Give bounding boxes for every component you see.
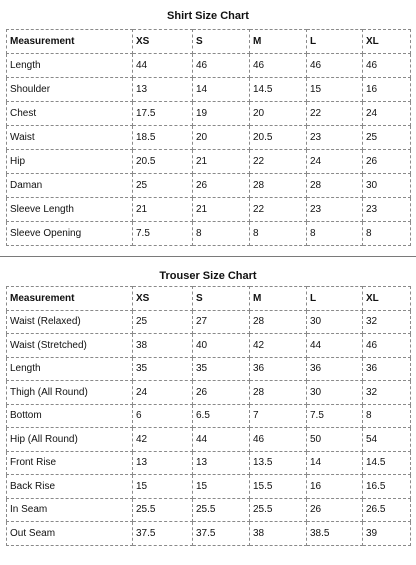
size-value: 21: [193, 150, 250, 174]
measurement-label: In Seam: [7, 498, 133, 522]
size-value: 35: [133, 357, 193, 381]
size-value: 25.5: [193, 498, 250, 522]
size-value: 19: [193, 102, 250, 126]
size-value: 16: [307, 475, 363, 499]
size-value: 15: [133, 475, 193, 499]
size-value: 54: [363, 428, 411, 452]
table-row: [7, 475, 411, 499]
size-value: 40: [193, 334, 250, 358]
measurement-label: Front Rise: [7, 451, 133, 475]
size-value: 22: [307, 102, 363, 126]
column-header: S: [193, 30, 250, 54]
size-value: 38: [250, 522, 307, 546]
size-value: 24: [133, 381, 193, 405]
table-row: [7, 334, 411, 358]
column-header: M: [250, 30, 307, 54]
size-value: 6: [133, 404, 193, 428]
table-row: [7, 126, 411, 150]
table-row: [7, 381, 411, 405]
table-row: [7, 428, 411, 452]
size-value: 42: [250, 334, 307, 358]
table-row: [7, 404, 411, 428]
trouser-chart-title: Trouser Size Chart: [159, 270, 257, 282]
size-value: 27: [193, 310, 250, 334]
size-value: 30: [363, 174, 411, 198]
size-value: 25.5: [250, 498, 307, 522]
size-value: 16: [363, 78, 411, 102]
size-value: 26: [307, 498, 363, 522]
size-value: 37.5: [133, 522, 193, 546]
size-value: 22: [250, 150, 307, 174]
column-header: L: [307, 287, 363, 311]
table-row: [7, 498, 411, 522]
size-value: 25: [133, 174, 193, 198]
size-value: 8: [363, 222, 411, 246]
size-value: 20: [250, 102, 307, 126]
size-value: 15.5: [250, 475, 307, 499]
size-value: 42: [133, 428, 193, 452]
size-value: 28: [307, 174, 363, 198]
table-row: [7, 310, 411, 334]
size-value: 32: [363, 381, 411, 405]
table-header-row: [7, 287, 411, 311]
column-header: XL: [363, 30, 411, 54]
size-value: 46: [193, 54, 250, 78]
size-value: 18.5: [133, 126, 193, 150]
size-value: 46: [363, 334, 411, 358]
size-value: 38: [133, 334, 193, 358]
size-value: 16.5: [363, 475, 411, 499]
table-row: [7, 198, 411, 222]
size-value: 32: [363, 310, 411, 334]
table-row: [7, 522, 411, 546]
size-value: 14.5: [250, 78, 307, 102]
table-row: [7, 102, 411, 126]
trouser-size-table: [6, 286, 411, 546]
size-value: 36: [363, 357, 411, 381]
measurement-label: Daman: [7, 174, 133, 198]
size-value: 23: [307, 198, 363, 222]
size-value: 17.5: [133, 102, 193, 126]
size-value: 7.5: [133, 222, 193, 246]
table-row: [7, 451, 411, 475]
column-header: S: [193, 287, 250, 311]
column-header: Measurement: [7, 287, 133, 311]
column-header: Measurement: [7, 30, 133, 54]
column-header: XS: [133, 287, 193, 311]
size-value: 13: [133, 451, 193, 475]
size-value: 13: [133, 78, 193, 102]
size-value: 21: [193, 198, 250, 222]
measurement-label: Length: [7, 357, 133, 381]
size-value: 44: [133, 54, 193, 78]
size-value: 50: [307, 428, 363, 452]
table-row: [7, 54, 411, 78]
column-header: L: [307, 30, 363, 54]
table-row: [7, 78, 411, 102]
size-value: 37.5: [193, 522, 250, 546]
column-header: XL: [363, 287, 411, 311]
size-value: 20: [193, 126, 250, 150]
size-value: 23: [307, 126, 363, 150]
size-value: 6.5: [193, 404, 250, 428]
size-value: 46: [250, 54, 307, 78]
size-value: 22: [250, 198, 307, 222]
size-value: 20.5: [133, 150, 193, 174]
size-value: 44: [307, 334, 363, 358]
measurement-label: Waist (Relaxed): [7, 310, 133, 334]
column-header: M: [250, 287, 307, 311]
size-value: 25: [363, 126, 411, 150]
measurement-label: Bottom: [7, 404, 133, 428]
size-value: 14.5: [363, 451, 411, 475]
size-value: 24: [363, 102, 411, 126]
size-value: 35: [193, 357, 250, 381]
size-value: 23: [363, 198, 411, 222]
measurement-label: Thigh (All Round): [7, 381, 133, 405]
size-value: 8: [250, 222, 307, 246]
size-value: 39: [363, 522, 411, 546]
size-value: 28: [250, 174, 307, 198]
measurement-label: Length: [7, 54, 133, 78]
size-value: 15: [307, 78, 363, 102]
size-value: 30: [307, 381, 363, 405]
table-row: [7, 150, 411, 174]
size-value: 15: [193, 475, 250, 499]
size-value: 13: [193, 451, 250, 475]
section-divider: [0, 256, 416, 257]
size-value: 26: [193, 174, 250, 198]
size-value: 14: [193, 78, 250, 102]
size-value: 26: [193, 381, 250, 405]
measurement-label: Sleeve Opening: [7, 222, 133, 246]
size-value: 38.5: [307, 522, 363, 546]
size-value: 36: [250, 357, 307, 381]
measurement-label: Back Rise: [7, 475, 133, 499]
table-row: [7, 357, 411, 381]
size-value: 28: [250, 310, 307, 334]
measurement-label: Sleeve Length: [7, 198, 133, 222]
size-value: 46: [307, 54, 363, 78]
size-value: 30: [307, 310, 363, 334]
measurement-label: Waist (Stretched): [7, 334, 133, 358]
shirt-chart-title: Shirt Size Chart: [167, 10, 249, 22]
size-value: 14: [307, 451, 363, 475]
shirt-size-table: [6, 29, 411, 246]
size-value: 7.5: [307, 404, 363, 428]
size-value: 20.5: [250, 126, 307, 150]
size-value: 28: [250, 381, 307, 405]
size-value: 13.5: [250, 451, 307, 475]
table-row: [7, 174, 411, 198]
size-value: 24: [307, 150, 363, 174]
size-value: 26.5: [363, 498, 411, 522]
table-header-row: [7, 30, 411, 54]
size-value: 25.5: [133, 498, 193, 522]
size-value: 8: [307, 222, 363, 246]
measurement-label: Hip (All Round): [7, 428, 133, 452]
size-value: 36: [307, 357, 363, 381]
measurement-label: Waist: [7, 126, 133, 150]
measurement-label: Out Seam: [7, 522, 133, 546]
size-value: 26: [363, 150, 411, 174]
column-header: XS: [133, 30, 193, 54]
measurement-label: Chest: [7, 102, 133, 126]
size-value: 46: [250, 428, 307, 452]
size-value: 8: [193, 222, 250, 246]
measurement-label: Shoulder: [7, 78, 133, 102]
size-value: 8: [363, 404, 411, 428]
size-value: 21: [133, 198, 193, 222]
measurement-label: Hip: [7, 150, 133, 174]
size-value: 46: [363, 54, 411, 78]
size-value: 7: [250, 404, 307, 428]
size-value: 44: [193, 428, 250, 452]
table-row: [7, 222, 411, 246]
size-value: 25: [133, 310, 193, 334]
